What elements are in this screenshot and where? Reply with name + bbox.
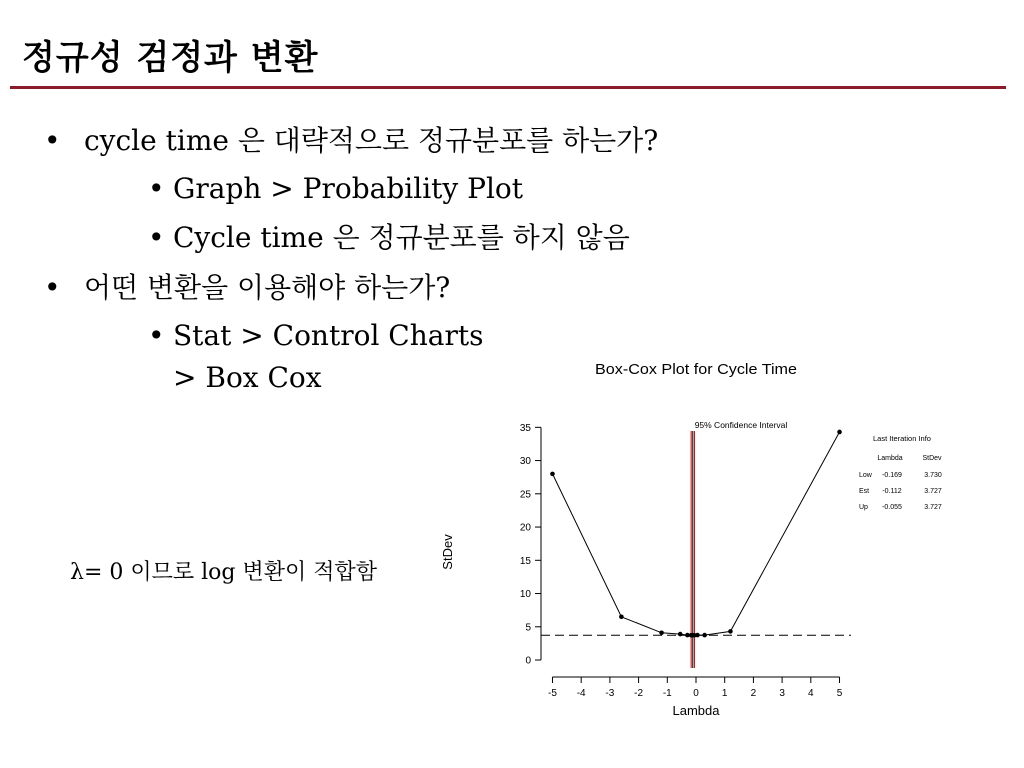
x-tick-label: 4 — [808, 688, 814, 699]
slide-title: 정규성 검정과 변환 — [22, 38, 319, 78]
bullet-text-continued: > Box Cox — [173, 361, 322, 394]
info-row-label: Est — [859, 488, 870, 495]
data-point — [550, 472, 555, 477]
title-divider — [10, 86, 1006, 89]
bullet-dot: • — [44, 271, 61, 304]
x-tick-label: 1 — [721, 688, 728, 699]
series-line — [553, 432, 840, 635]
x-axis-label: Lambda — [672, 703, 720, 718]
info-row-stdev: 3.727 — [924, 488, 942, 495]
chart-title: Box-Cox Plot for Cycle Time — [595, 361, 797, 378]
bullet-dot: • — [148, 319, 165, 352]
y-tick-label: 25 — [519, 489, 531, 501]
x-tick-label: -1 — [662, 688, 672, 699]
bullet-text: 어떤 변환을 이용해야 하는가? — [84, 271, 451, 304]
y-tick-label: 20 — [519, 522, 531, 534]
y-tick-label: 15 — [519, 555, 531, 567]
data-point — [678, 632, 683, 637]
info-col-lambda: Lambda — [877, 455, 903, 462]
x-axis — [548, 677, 843, 699]
y-tick-label: 30 — [519, 456, 531, 468]
series-points — [550, 430, 842, 638]
data-point — [695, 633, 700, 638]
x-tick-label: -2 — [634, 688, 644, 699]
y-axis-label: StDev — [440, 534, 455, 570]
confidence-interval-lines — [691, 431, 694, 668]
data-point — [659, 630, 664, 635]
info-row-stdev: 3.727 — [924, 504, 942, 511]
ci-label: 95% Confidence Interval — [694, 420, 788, 430]
info-row-label: Up — [859, 504, 868, 511]
bullet-text: Graph > Probability Plot — [173, 172, 524, 205]
info-title: Last Iteration Info — [873, 434, 931, 443]
lambda-conclusion-note: λ= 0 이므로 log 변환이 적합함 — [70, 560, 377, 585]
y-tick-label: 5 — [525, 622, 531, 634]
x-tick-label: 5 — [836, 688, 843, 699]
data-point — [728, 629, 733, 634]
info-row-label: Low — [859, 472, 872, 479]
y-tick-label: 35 — [519, 422, 531, 434]
bullet-dot: • — [44, 124, 61, 157]
x-tick-label: 2 — [750, 688, 757, 699]
x-tick-label: -4 — [576, 688, 586, 699]
box-cox-chart — [436, 350, 976, 730]
x-tick-label: 3 — [779, 688, 785, 699]
info-row-lambda: -0.055 — [882, 504, 902, 511]
x-tick-label: -3 — [605, 688, 615, 699]
bullet-text: cycle time 은 대략적으로 정규분포를 하는가? — [84, 124, 659, 157]
bullet-text: Stat > Control Charts — [173, 319, 484, 352]
y-tick-label: 10 — [519, 589, 531, 601]
y-axis — [520, 423, 541, 667]
y-tick-label: 0 — [525, 655, 531, 667]
info-row-stdev: 3.730 — [924, 472, 942, 479]
info-row-lambda: -0.169 — [882, 472, 902, 479]
x-tick-label: 0 — [693, 688, 699, 699]
data-point — [837, 430, 842, 435]
last-iteration-info — [859, 434, 942, 511]
bullet-text: Cycle time 은 정규분포를 하지 않음 — [173, 221, 630, 254]
x-tick-label: -5 — [548, 688, 557, 699]
bullet-dot: • — [148, 221, 165, 254]
info-row-lambda: -0.112 — [882, 488, 902, 495]
data-point — [702, 633, 707, 638]
data-point — [619, 615, 624, 620]
info-col-stdev: StDev — [922, 455, 942, 462]
bullet-dot: • — [148, 172, 165, 205]
